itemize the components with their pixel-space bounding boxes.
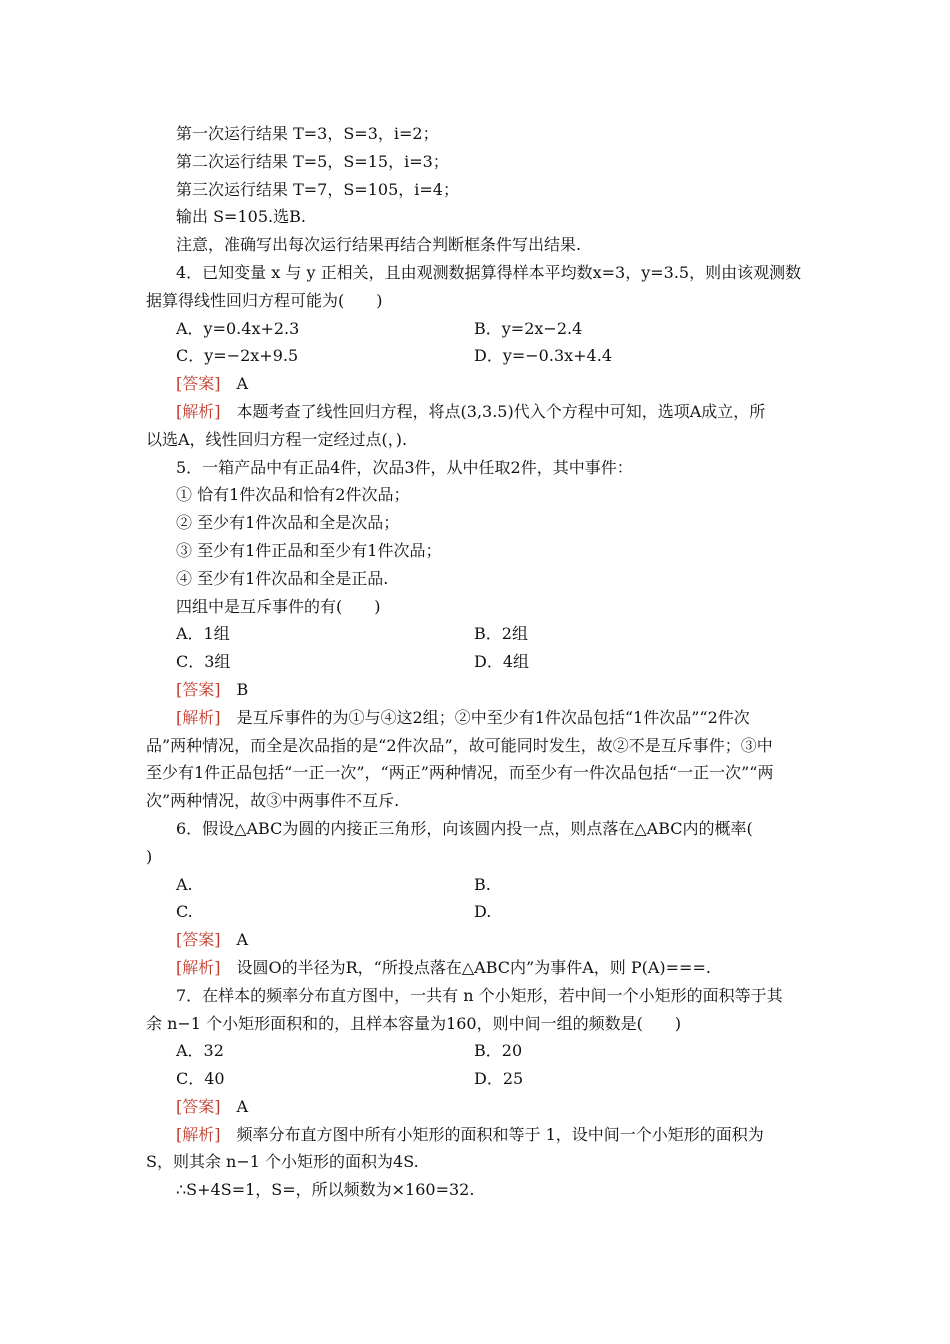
q4-analysis-line-2: 以选A，线性回归方程一定经过点(，). — [146, 429, 408, 449]
q6-option-b: B. — [474, 874, 491, 894]
q5-analysis-line-4: 次”两种情况，故③中两事件不互斥. — [146, 791, 400, 811]
q4-analysis-text-1: 本题考查了线性回归方程，将点(3,3.5)代入个方程中可知，选项A成立，所 — [236, 401, 766, 421]
q7-stem-line-1: 7．在样本的频率分布直方图中，一共有 n 个小矩形，若中间一个小矩形的面积等于其 — [176, 985, 783, 1005]
q5-analysis-text-1: 是互斥事件的为①与④这2组；②中至少有1件次品包括“1件次品”“2件次 — [236, 707, 750, 727]
q5-analysis-line-2: 品”两种情况，而全是次品指的是“2件次品”，故可能同时发生，故②不是互斥事件；③中 — [146, 735, 773, 755]
q7-stem-line-2: 余 n−1 个小矩形面积和的，且样本容量为160，则中间一组的频数是( ) — [146, 1013, 682, 1033]
q5-option-b: B．2组 — [474, 624, 528, 644]
q5-options-row-2 — [146, 648, 812, 676]
q3-run-1: 第一次运行结果 T=3，S=3，i=2； — [176, 124, 439, 143]
analysis-tag: [解析] — [176, 957, 221, 977]
q6-stem-line-1: 6．假设△ABC为圆的内接正三角形，向该圆内投一点，则点落在△ABC内的概率( — [176, 818, 753, 838]
analysis-tag: [解析] — [176, 1124, 221, 1144]
q3-run-3: 第三次运行结果 T=7，S=105，i=4； — [176, 179, 459, 199]
q7-conclusion: ∴S+4S=1，S=，所以频数为×160=32. — [176, 1180, 475, 1200]
q4-stem: 4．已知变量 x 与 y 正相关，且由观测数据算得样本平均数x=3，y=3.5，则由该观测数据算得线性回归方程可能为( ) — [146, 262, 802, 310]
q4-option-a: A．y=0.4x+2.3 — [176, 318, 300, 338]
q7-analysis-text-1: 频率分布直方图中所有小矩形的面积和等于 1，设中间一个小矩形的面积为 — [236, 1124, 764, 1144]
q7-analysis-line-2: S，则其余 n−1 个小矩形的面积为4S. — [146, 1152, 419, 1172]
q6-stem-line-2: ) — [146, 846, 153, 866]
q6-analysis — [146, 954, 812, 982]
q4-options-row-1 — [146, 315, 812, 343]
q6-option-a: A. — [176, 874, 193, 894]
q5-item-4: ④ 至少有1件次品和全是正品. — [176, 568, 389, 588]
answer-tag: [答案] — [176, 930, 221, 950]
analysis-tag: [解析] — [176, 707, 221, 727]
q4-option-b: B．y=2x−2.4 — [474, 318, 583, 338]
q3-run-2: 第二次运行结果 T=5，S=15，i=3； — [176, 151, 449, 171]
document-body — [146, 120, 812, 1204]
q5-option-a: A．1组 — [176, 624, 230, 644]
q7-option-a: A．32 — [176, 1041, 224, 1061]
q5-item-3: ③ 至少有1件正品和至少有1件次品； — [176, 540, 442, 560]
q7-option-b: B．20 — [474, 1041, 523, 1061]
q6-answer-value: A — [236, 930, 249, 950]
q6-options-row-2 — [146, 898, 812, 926]
answer-tag: [答案] — [176, 374, 221, 394]
q5-item-2: ② 至少有1件次品和全是次品； — [176, 513, 400, 533]
q4-option-d: D．y=−0.3x+4.4 — [474, 346, 613, 366]
q7-option-c: C．40 — [176, 1069, 225, 1089]
q7-options-row-1 — [146, 1037, 812, 1065]
q4-option-c: C．y=−2x+9.5 — [176, 346, 299, 366]
q5-option-d: D．4组 — [474, 652, 530, 672]
q7-options-row-2 — [146, 1065, 812, 1093]
q6-analysis-text: 设圆O的半径为R，“所投点落在△ABC内”为事件A，则 P(A)===. — [236, 957, 711, 977]
q4-answer — [146, 370, 812, 398]
q6-options-row-1 — [146, 871, 812, 899]
q5-analysis-line-3: 至少有1件正品包括“一正一次”，“两正”两种情况，而至少有一件次品包括“一正一次”“两 — [146, 763, 774, 783]
q7-answer-value: A — [236, 1096, 249, 1116]
q6-answer — [146, 926, 812, 954]
answer-tag: [答案] — [176, 679, 221, 699]
q4-answer-value: A — [236, 374, 249, 394]
q5-answer — [146, 676, 812, 704]
q5-question: 四组中是互斥事件的有( ) — [176, 596, 381, 616]
q5-options-row-1 — [146, 620, 812, 648]
q5-item-1: ① 恰有1件次品和恰有2件次品； — [176, 485, 410, 505]
q5-analysis-line-1 — [146, 704, 812, 732]
q4-analysis-line-1 — [146, 398, 812, 426]
q3-output: 输出 S=105.选B. — [176, 207, 306, 227]
q7-option-d: D．25 — [474, 1069, 524, 1089]
answer-tag: [答案] — [176, 1096, 221, 1116]
q5-answer-value: B — [236, 679, 249, 699]
q6-option-d: D. — [474, 902, 492, 922]
q7-analysis-line-1 — [146, 1121, 812, 1149]
q5-stem: 5．一箱产品中有正品4件，次品3件，从中任取2件，其中事件： — [176, 457, 633, 477]
q4-options-row-2 — [146, 342, 812, 370]
q5-option-c: C．3组 — [176, 652, 231, 672]
analysis-tag: [解析] — [176, 401, 221, 421]
q7-answer — [146, 1093, 812, 1121]
q3-note: 注意，准确写出每次运行结果再结合判断框条件写出结果. — [176, 235, 582, 255]
q6-option-c: C. — [176, 902, 193, 922]
